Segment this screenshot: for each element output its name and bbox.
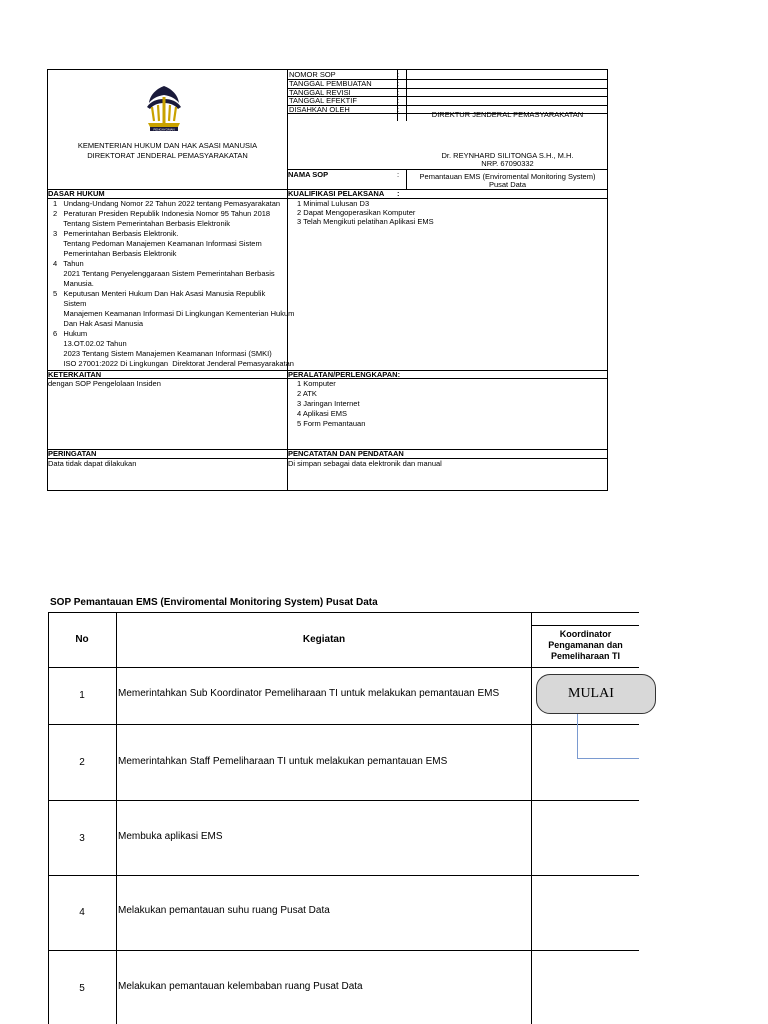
dasar-hukum-line: 5 Keputusan Menteri Hukum Dan Hak Asasi Manusia Republik bbox=[53, 289, 266, 298]
row-no: 1 bbox=[79, 690, 85, 701]
dasar-hukum-line: Manajemen Keamanan Informasi Di Lingkungan Kementerian Hukum bbox=[53, 309, 295, 318]
row-no: 5 bbox=[79, 983, 85, 994]
column-header-role-line1: Koordinator bbox=[559, 629, 612, 639]
dasar-hukum-line: Pemerintahan Berbasis Elektronik bbox=[53, 249, 177, 258]
dasar-hukum-line: 13.OT.02.02 Tahun bbox=[53, 339, 127, 348]
dasar-hukum-line: ISO 27001:2022 Di Lingkungan Direktorat Jenderal Pemasyarakatan bbox=[53, 359, 294, 368]
flow-start-terminator: MULAI bbox=[536, 674, 656, 714]
row-kegiatan: Membuka aplikasi EMS bbox=[118, 831, 223, 842]
meta-label-tanggal-pembuatan: TANGGAL PEMBUATAN bbox=[289, 79, 372, 88]
table-line bbox=[48, 724, 639, 725]
meta-sep: : bbox=[397, 88, 400, 97]
peralatan-item: 5 Form Pemantauan bbox=[297, 419, 366, 428]
dasar-hukum-line: 4 Tahun bbox=[53, 259, 84, 268]
meta-label-tanggal-efektif: TANGGAL EFEKTIF bbox=[289, 96, 357, 105]
sop-header-form bbox=[47, 69, 608, 491]
peralatan-item: 3 Jaringan Internet bbox=[297, 399, 360, 408]
row-kegiatan: Melakukan pemantauan suhu ruang Pusat Data bbox=[118, 905, 330, 916]
dasar-hukum-line: Dan Hak Asasi Manusia bbox=[53, 319, 144, 328]
table-line bbox=[48, 950, 639, 951]
table-line bbox=[531, 612, 532, 1024]
dasar-hukum-line: Tentang Pedoman Manajemen Keamanan Informasi Sistem bbox=[53, 239, 262, 248]
table-line bbox=[48, 612, 49, 1024]
nama-sop-value-line2: Pusat Data bbox=[488, 180, 527, 189]
peralatan-item: 4 Aplikasi EMS bbox=[297, 409, 348, 418]
signer-nrp: NRP. 67090332 bbox=[481, 159, 534, 168]
table-line bbox=[48, 875, 639, 876]
row-kegiatan: Memerintahkan Staff Pemeliharaan TI untuk melakukan pemantauan EMS bbox=[118, 756, 448, 767]
table-line bbox=[48, 800, 639, 801]
flow-connector-horizontal bbox=[577, 758, 639, 759]
nama-sop-label: NAMA SOP bbox=[288, 170, 329, 179]
dasar-hukum-line: 2021 Tentang Penyelenggaraan Sistem Pemerintahan Berbasis bbox=[53, 269, 275, 278]
column-header-kegiatan: Kegiatan bbox=[302, 634, 346, 645]
keterkaitan-title: KETERKAITAN bbox=[48, 370, 102, 379]
dasar-hukum-line: 1 Undang-Undang Nomor 22 Tahun 2022 tentang Pemasyarakatan bbox=[53, 199, 281, 208]
sop-flow-title: SOP Pemantauan EMS (Enviromental Monitoring System) Pusat Data bbox=[50, 597, 378, 608]
dasar-hukum-line: 6 Hukum bbox=[53, 329, 88, 338]
dasar-hukum-line: 2 Peraturan Presiden Republik Indonesia Nomor 95 Tahun 2018 bbox=[53, 209, 271, 218]
signer-name: Dr. REYNHARD SILITONGA S.H., M.H. bbox=[441, 151, 574, 160]
row-kegiatan: Melakukan pemantauan kelembaban ruang Pusat Data bbox=[118, 981, 363, 992]
kualifikasi-title: KUALIFIKASI PELAKSANA bbox=[288, 189, 385, 198]
row-no: 4 bbox=[79, 907, 85, 918]
row-no: 3 bbox=[79, 833, 85, 844]
table-line bbox=[116, 612, 117, 1024]
table-line bbox=[531, 625, 639, 626]
column-header-role-line3: Pemeliharaan TI bbox=[550, 651, 621, 661]
org-name-line1: KEMENTERIAN HUKUM DAN HAK ASASI MANUSIA bbox=[77, 141, 258, 150]
logo-caption: PENGAYOMAN bbox=[153, 127, 175, 132]
divider-vertical-main bbox=[287, 70, 288, 491]
dasar-hukum-title: DASAR HUKUM bbox=[48, 189, 105, 198]
peringatan-title: PERINGATAN bbox=[48, 449, 97, 458]
meta-label-tanggal-revisi: TANGGAL REVISI bbox=[289, 88, 351, 97]
row-line bbox=[287, 169, 608, 170]
meta-sep: : bbox=[397, 70, 400, 79]
pencatatan-text: Di simpan sebagai data elektronik dan manual bbox=[288, 459, 442, 468]
table-line bbox=[48, 667, 639, 668]
nama-sop-value-line1: Pemantauan EMS (Enviromental Monitoring System) bbox=[419, 172, 596, 181]
meta-sep: : bbox=[397, 105, 400, 114]
dasar-hukum-line: Sistem bbox=[53, 299, 87, 308]
nama-sop-sep: : bbox=[397, 170, 400, 179]
meta-sep: : bbox=[397, 79, 400, 88]
dasar-hukum-line: Tentang Sistem Pemerintahan Berbasis Elektronik bbox=[53, 219, 231, 228]
peralatan-item: 1 Komputer bbox=[297, 379, 336, 388]
kualifikasi-item: 2 Dapat Mengoperasikan Komputer bbox=[297, 208, 416, 217]
keterkaitan-text: dengan SOP Pengelolaan Insiden bbox=[48, 379, 161, 388]
kualifikasi-item: 3 Telah Mengikuti pelatihan Aplikasi EMS bbox=[297, 217, 434, 226]
peralatan-title: PERALATAN/PERLENGKAPAN: bbox=[288, 370, 401, 379]
column-header-no: No bbox=[75, 634, 89, 645]
peralatan-item: 2 ATK bbox=[297, 389, 317, 398]
column-header-role-line2: Pengamanan dan bbox=[548, 640, 623, 650]
dasar-hukum-line: 2023 Tentang Sistem Manajemen Keamanan Informasi (SMKI) bbox=[53, 349, 272, 358]
flow-connector-vertical bbox=[577, 714, 578, 759]
table-line bbox=[48, 612, 639, 613]
dasar-hukum-line: Manusia. bbox=[53, 279, 94, 288]
meta-sep: : bbox=[397, 96, 400, 105]
meta-label-disahkan-oleh: DISAHKAN OLEH bbox=[289, 105, 350, 114]
approver-title: DIREKTUR JENDERAL PEMASYARAKATAN bbox=[431, 110, 584, 119]
row-kegiatan: Memerintahkan Sub Koordinator Pemeliharaan TI untuk melakukan pemantauan EMS bbox=[118, 688, 500, 699]
meta-label-nomor-sop: NOMOR SOP bbox=[289, 70, 336, 79]
peringatan-text: Data tidak dapat dilakukan bbox=[48, 459, 137, 468]
kualifikasi-item: 1 Minimal Lulusan D3 bbox=[297, 199, 370, 208]
kualifikasi-sep: : bbox=[397, 189, 400, 198]
dasar-hukum-line: 3 Pemerintahan Berbasis Elektronik. bbox=[53, 229, 179, 238]
pengayoman-logo-icon bbox=[142, 83, 186, 133]
row-no: 2 bbox=[79, 757, 85, 768]
org-name-line2: DIREKTORAT JENDERAL PEMASYARAKATAN bbox=[87, 151, 248, 160]
pencatatan-title: PENCATATAN DAN PENDATAAN bbox=[288, 449, 404, 458]
